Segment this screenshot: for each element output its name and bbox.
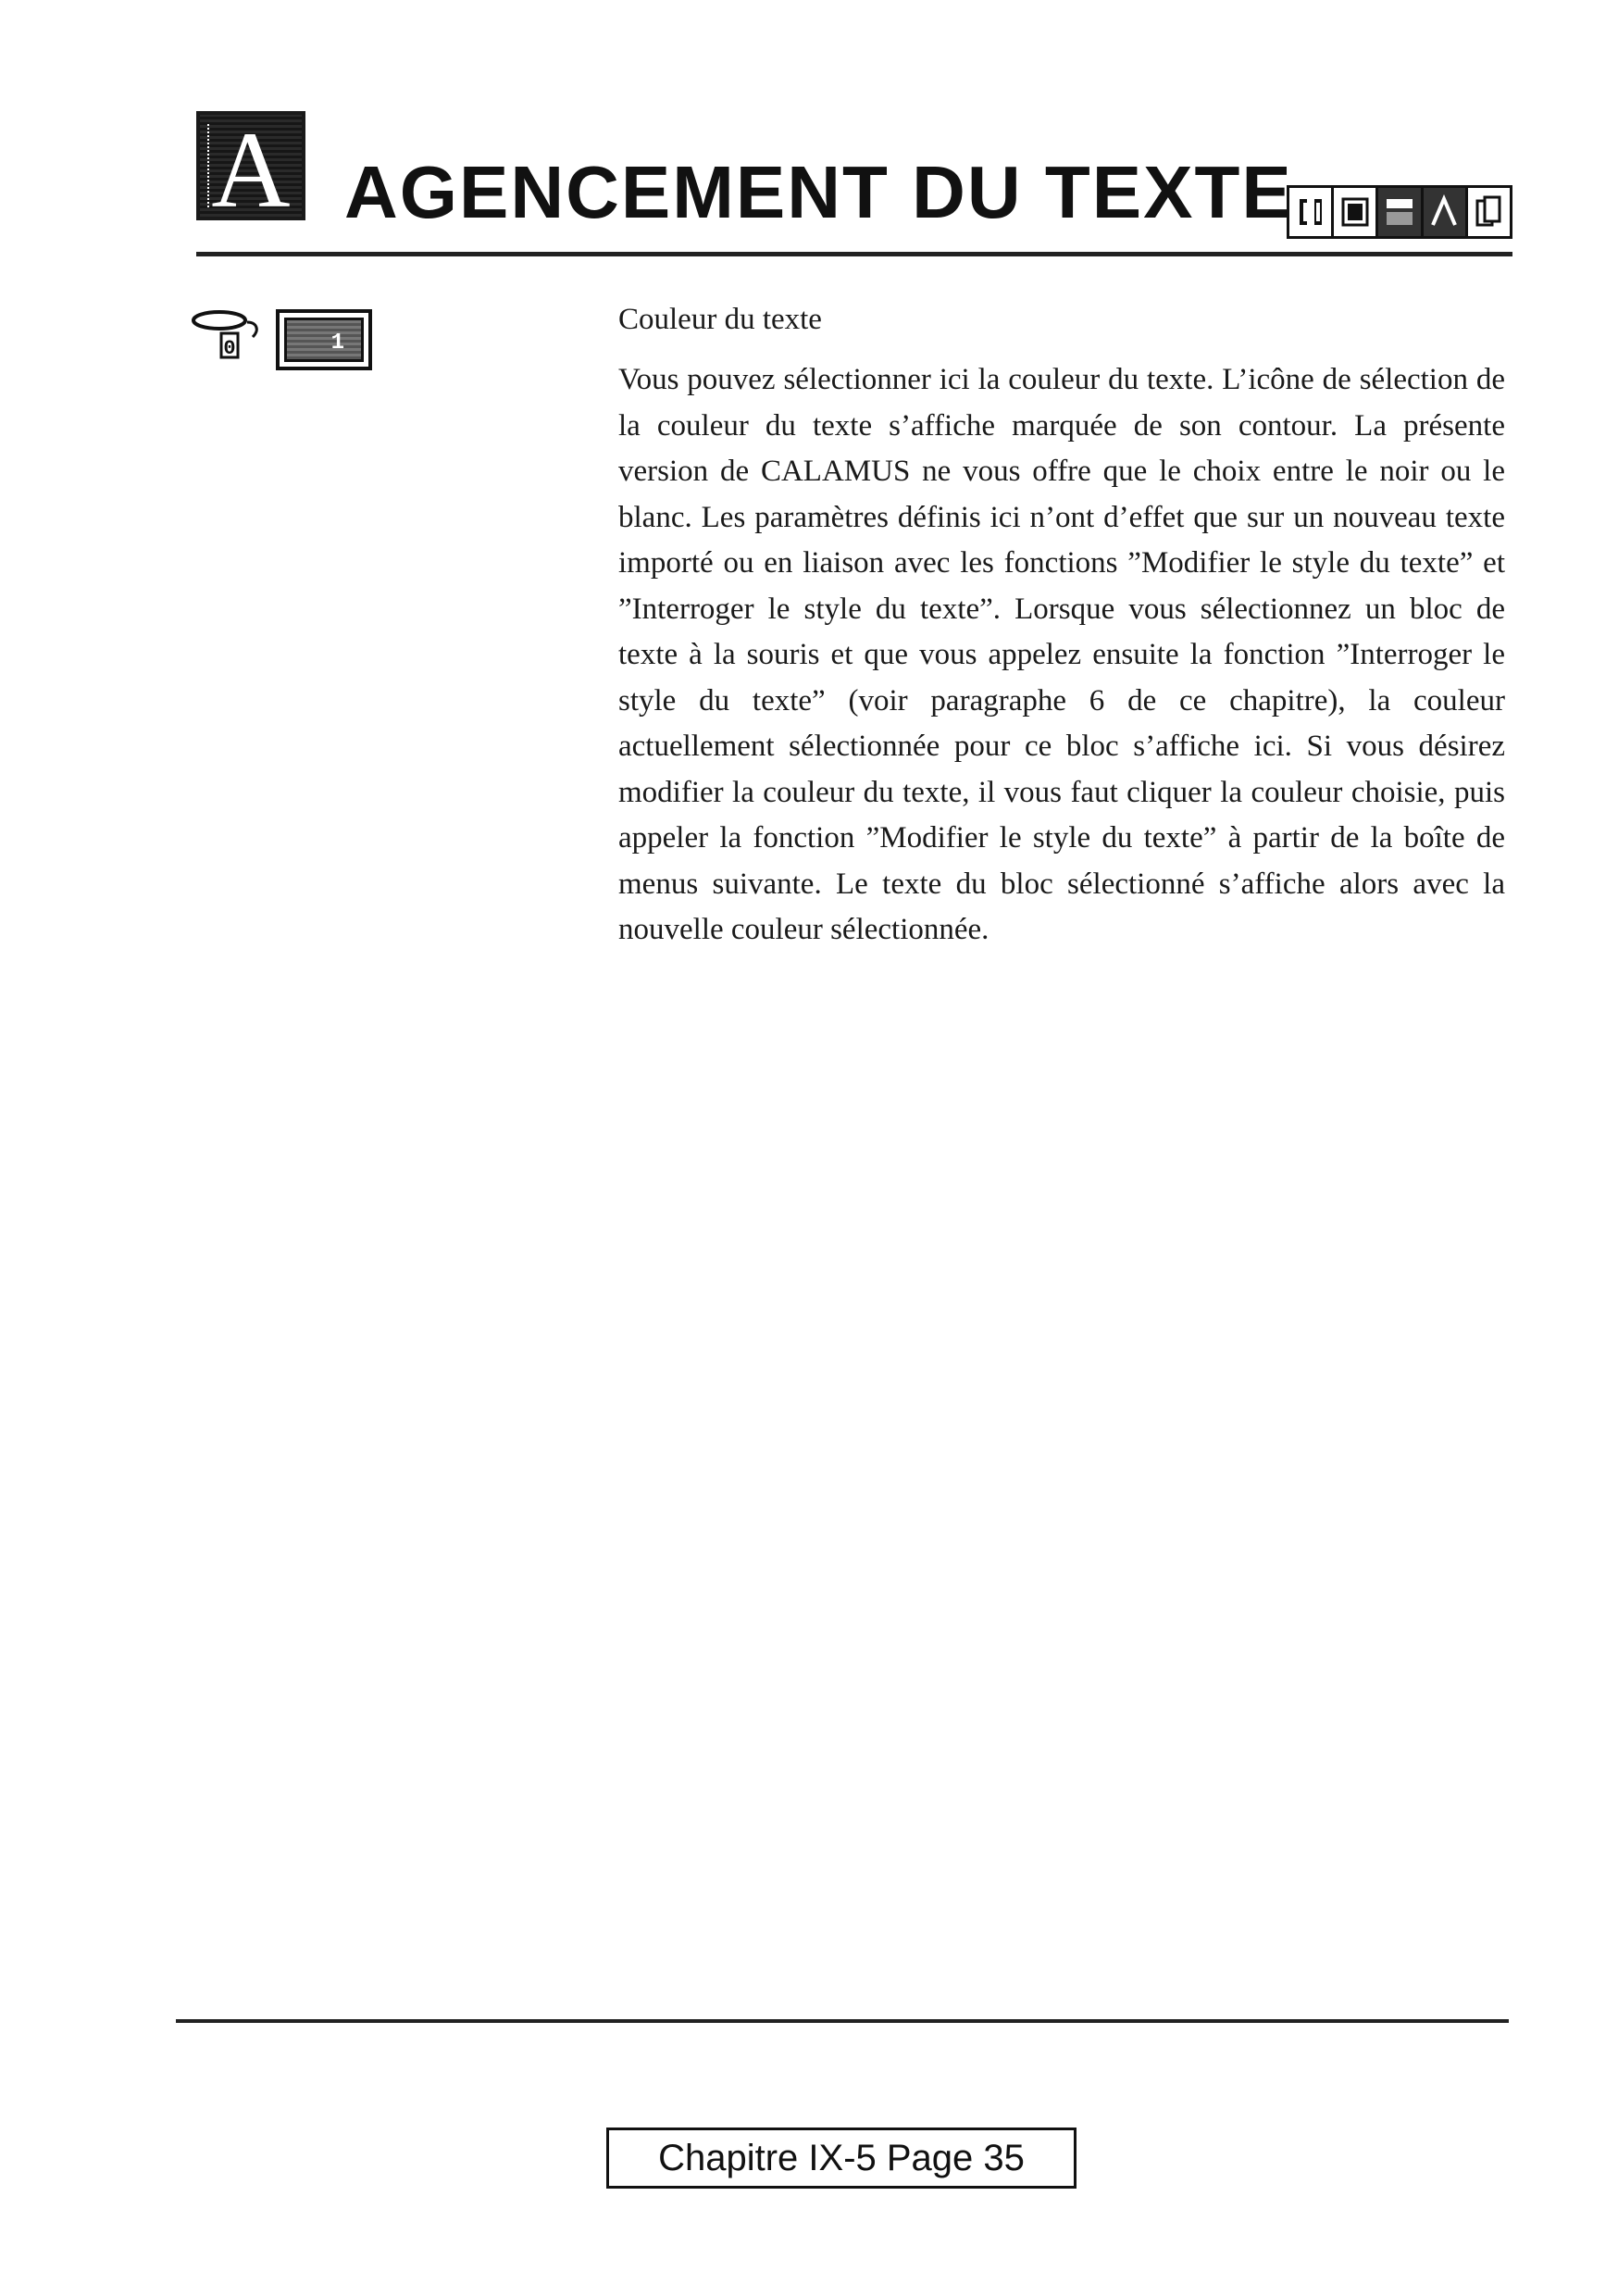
section-title: Couleur du texte	[618, 303, 822, 336]
page-number-box: Chapitre IX-5 Page 35	[606, 2128, 1077, 2189]
footer-rule	[176, 2019, 1509, 2023]
text-tools-icon	[1289, 188, 1334, 236]
header-rule	[196, 252, 1512, 256]
mouse-icon-label: 0	[223, 337, 236, 360]
title-icon-strip	[1287, 185, 1512, 239]
mouse-icon	[190, 307, 273, 363]
style-icon	[1378, 188, 1423, 236]
text-cursor-mark	[207, 124, 213, 207]
line-icon	[1424, 188, 1468, 236]
text-color-value: 1	[330, 331, 344, 356]
frame-icon	[1334, 188, 1378, 236]
text-color-swatch	[284, 318, 364, 362]
section-body: Vous pouvez sélectionner ici la couleur du texte. L’icône de sélection de la couleur du texte s’affiche marquée de son contour. La présente version de CALAMUS ne vous offre que le choix entre le noir ou le blanc. Les paramètres définis ici n’ont d’effet que sur un nouveau texte importé ou en liaison avec les fonctions ”Modifier le style du texte” et ”Interroger le style du texte”. Lorsque vous sélectionnez un bloc de texte à la souris et que vous appelez ensuite la fonction ”Interroger le style du texte” (voir paragraphe 6 de ce chapitre), la couleur actuellement sélectionnée pour ce bloc s’affiche ici. Si vous désirez modifier la couleur du texte, il vous faut cliquer la couleur choisie, puis appeler la fonction ”Modifier le style du texte” à partir de la boîte de menus suivante. Le texte du bloc sélectionné s’affiche alors avec la nouvelle couleur sélectionnée.	[618, 363, 1505, 946]
chapter-badge-inner	[200, 109, 302, 231]
text-color-icon[interactable]	[276, 309, 372, 370]
chapter-letter: A	[211, 109, 291, 231]
page-icon	[1468, 188, 1510, 236]
page-title: AGENCEMENT DU TEXTE	[344, 151, 1293, 233]
chapter-badge	[196, 109, 305, 231]
